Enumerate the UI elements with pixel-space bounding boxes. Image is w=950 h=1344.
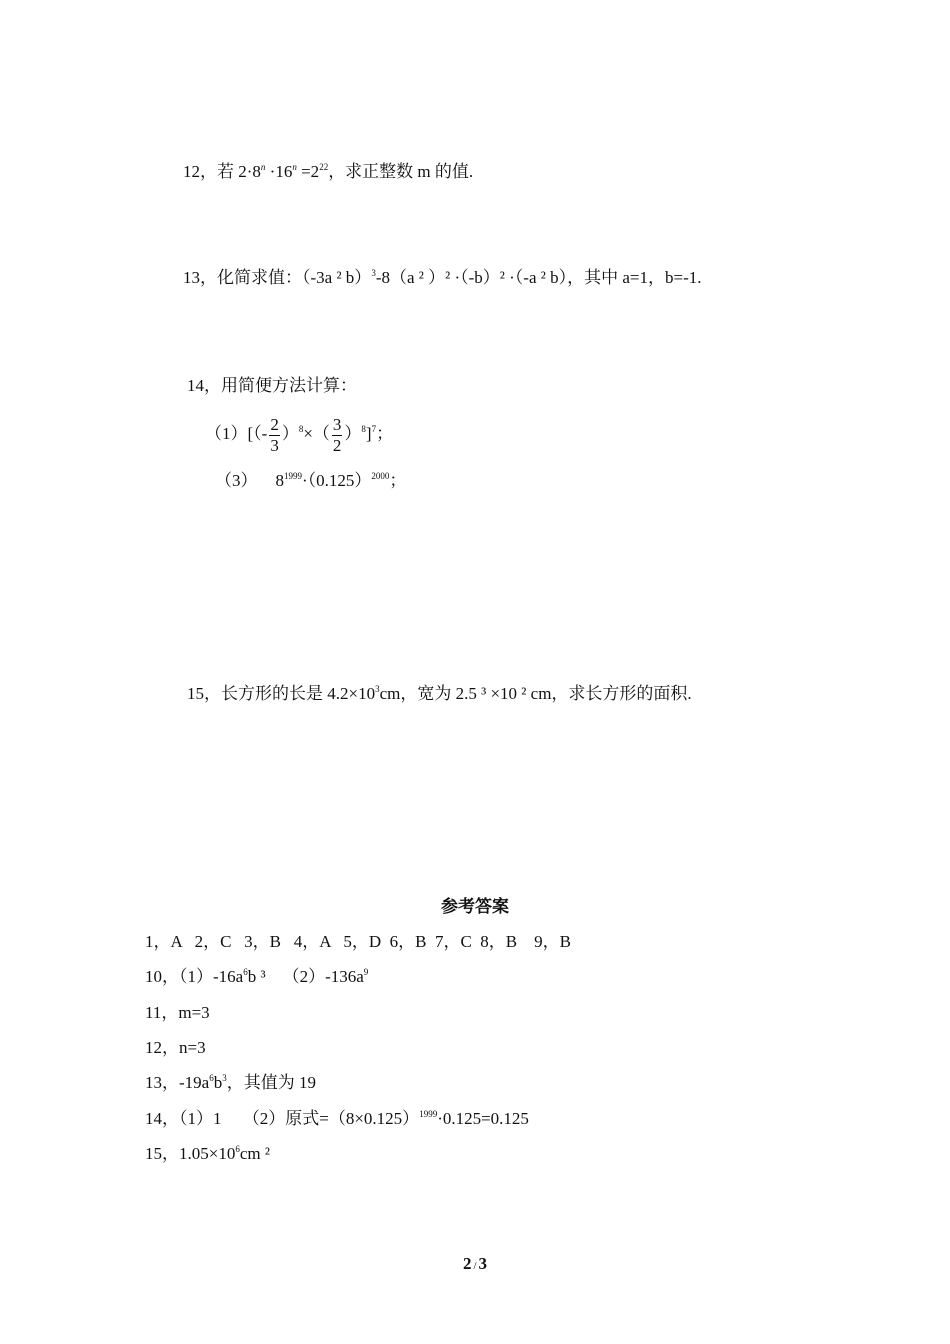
frac1-denominator: 3 — [270, 435, 279, 455]
q12-number: 12， — [183, 162, 217, 181]
question-13 — [183, 268, 701, 288]
answer-10-exp9: 9 — [363, 967, 369, 977]
answer-15-b: cm ² — [239, 1144, 270, 1163]
q15-text-b: cm，宽为 2.5 ³ ×10 ² cm，求长方形的面积. — [379, 684, 692, 703]
answer-13-b: b — [213, 1073, 223, 1092]
answer-15 — [145, 1144, 270, 1164]
q13-exp-3: 3 — [371, 268, 376, 278]
answer-15-a: 15，1.05×10 — [145, 1144, 236, 1163]
q12-exp-n2: n — [292, 162, 297, 172]
frac1-numerator: 2 — [270, 414, 279, 434]
q15-exp-3: 3 — [375, 684, 380, 694]
answer-12 — [145, 1038, 206, 1058]
q14-p1-exp8b: 8 — [361, 424, 366, 434]
q13-text-b: -8（a ² ）² ·（-b）² ·（-a ² b），其中 a=1，b=-1. — [375, 268, 702, 287]
q14-p3-label: （3） — [215, 471, 258, 490]
q14-p1-end: ； — [376, 424, 394, 443]
q12-tail: ，求正整数 m 的值. — [328, 162, 474, 181]
answers-heading-text: 参考答案 — [441, 897, 509, 916]
question-12 — [183, 162, 473, 182]
question-14-part-1 — [205, 410, 393, 458]
answer-10-exp6: 6 — [243, 967, 248, 977]
answer-13 — [145, 1073, 316, 1093]
page-number — [0, 1254, 950, 1276]
page-separator: / — [473, 1260, 477, 1272]
fraction-two-thirds — [269, 415, 280, 456]
q14-p3-base: 8 — [275, 471, 284, 490]
answer-11 — [145, 1003, 210, 1023]
q14-p1-bracket: ] — [365, 424, 372, 443]
answer-14 — [145, 1109, 529, 1129]
answer-13-c: ，其值为 19 — [226, 1073, 316, 1092]
question-15 — [187, 684, 692, 704]
q14-p3-mid: ·（0.125） — [302, 471, 372, 490]
answer-14-a: 14，（1）1 （2）原式=（8×0.125） — [145, 1109, 420, 1128]
q14-p1-close1: ） — [281, 424, 299, 443]
q12-exp-22: 22 — [319, 162, 329, 172]
frac2-numerator: 3 — [332, 414, 342, 434]
answers-heading — [0, 897, 950, 917]
answer-14-exp1999: 1999 — [419, 1109, 438, 1119]
q14-p1-label: （1）[（- — [205, 424, 268, 443]
answer-13-a: 13，-19a — [145, 1073, 210, 1092]
question-14-title — [187, 376, 357, 396]
q13-text-a: 13，化简求值：（-3a ² b） — [183, 268, 372, 287]
page-current: 2 — [462, 1254, 472, 1273]
q14-title: 14，用简便方法计算： — [187, 376, 357, 395]
frac2-denominator: 2 — [332, 435, 342, 455]
answer-14-b: ·0.125=0.125 — [437, 1109, 529, 1128]
answer-11-text: 11，m=3 — [145, 1003, 210, 1022]
q12-eq: =2 — [296, 162, 320, 181]
q14-p3-exp2000: 2000 — [371, 471, 390, 481]
page-total: 3 — [478, 1254, 488, 1273]
q14-p3-exp1999: 1999 — [284, 471, 302, 481]
answer-10 — [145, 967, 368, 987]
question-14-part-3 — [215, 471, 406, 491]
q12-exp-n1: n — [260, 162, 266, 172]
q12-lead: 若 2·8 — [217, 162, 261, 181]
answer-10-b: b ³ （2）-136a — [247, 967, 364, 986]
answer-15-exp6: 6 — [235, 1144, 240, 1154]
q12-mid: ·16 — [265, 162, 293, 181]
q14-p1-exp8a: 8 — [298, 424, 304, 434]
answer-1-9-text: 1，A 2，C 3，B 4，A 5，D 6，B 7，C 8，B 9，B — [145, 932, 571, 951]
q14-p1-times: ×（ — [303, 424, 330, 443]
answer-12-text: 12，n=3 — [145, 1038, 206, 1057]
q15-text-a: 15，长方形的长是 4.2×10 — [187, 684, 376, 703]
answer-13-exp3: 3 — [222, 1073, 227, 1083]
answer-13-exp6: 6 — [209, 1073, 214, 1083]
answer-1-9 — [145, 932, 571, 952]
q14-p3-end: ； — [389, 471, 407, 490]
answer-10-a: 10，（1）-16a — [145, 967, 244, 986]
q14-p1-exp7: 7 — [371, 424, 377, 434]
fraction-three-halves — [332, 415, 343, 456]
q14-p1-close2: ） — [344, 424, 362, 443]
